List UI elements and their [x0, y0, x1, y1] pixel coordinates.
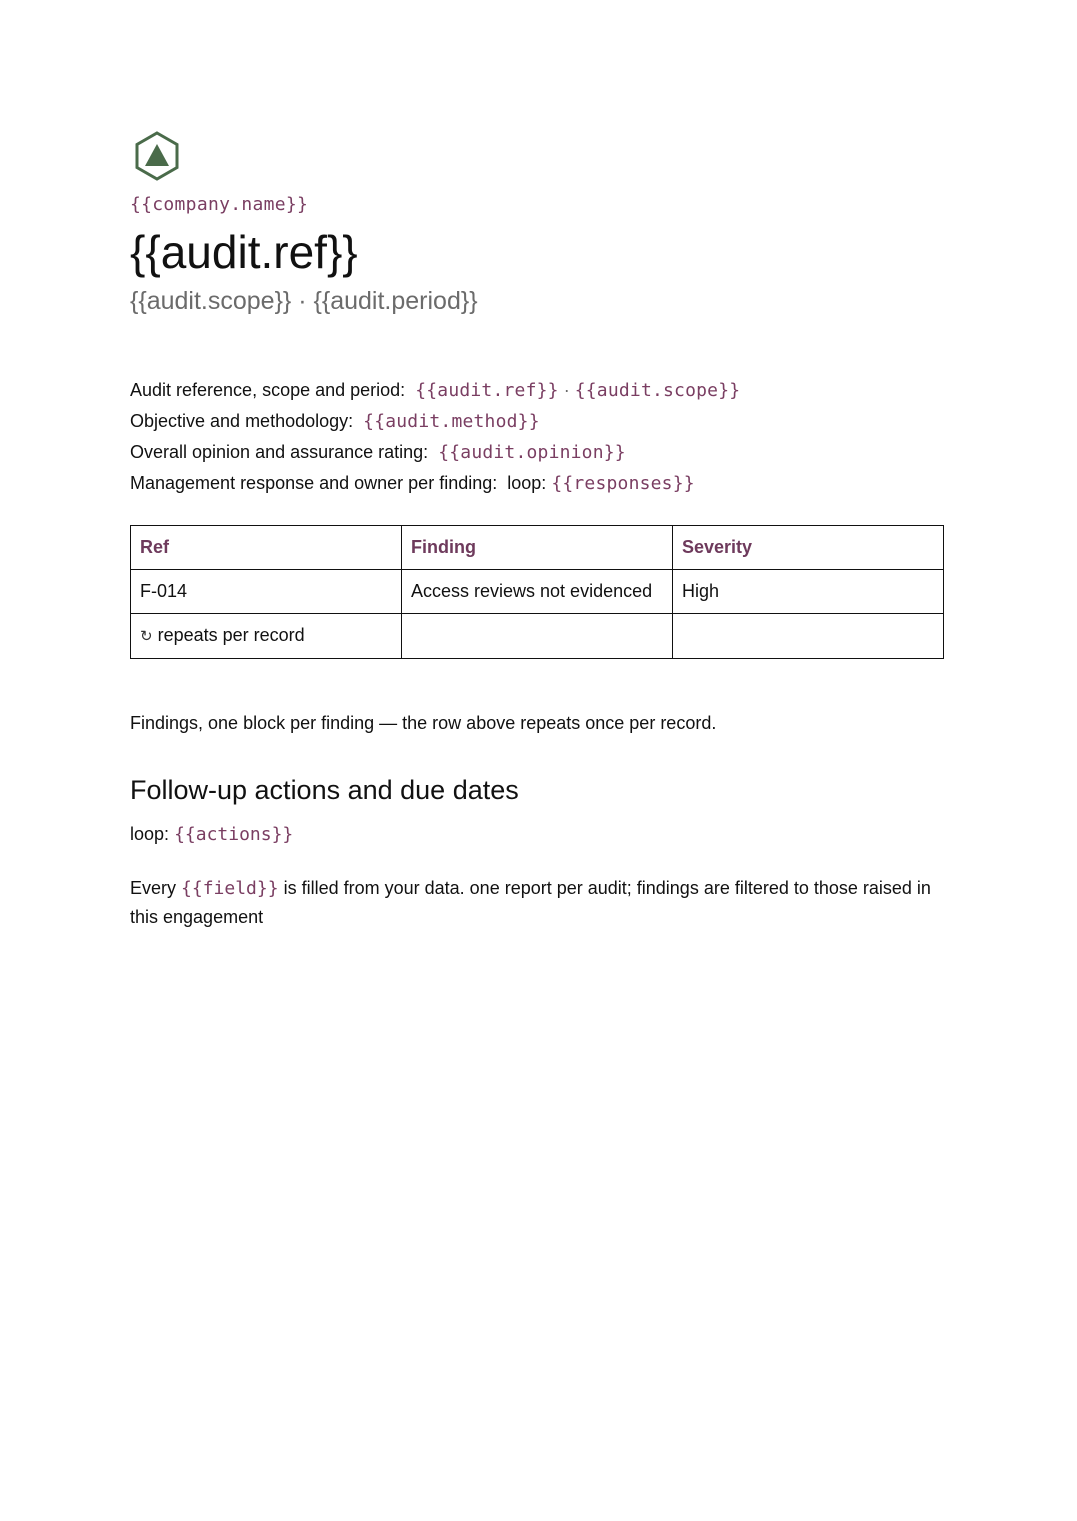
subtitle-separator: ·: [298, 287, 307, 315]
field-row-opinion: [130, 437, 945, 468]
field-label: Overall opinion and assurance rating:: [130, 442, 429, 462]
page-subtitle: [130, 285, 945, 317]
logo: [130, 130, 945, 187]
column-header-finding: Finding: [402, 526, 673, 570]
loop-label: loop:: [507, 473, 547, 493]
field-row-reference: [130, 375, 945, 406]
loop-label: loop:: [130, 824, 170, 844]
table-row: [131, 570, 944, 614]
refresh-icon: ↻: [140, 628, 153, 645]
loop-value: {{actions}}: [174, 824, 294, 845]
subtitle-scope: {{audit.scope}}: [130, 287, 292, 315]
cell-ref: F-014: [131, 570, 402, 614]
field-label: Management response and owner per finding:: [130, 473, 498, 493]
field-row-responses: [130, 468, 945, 499]
footer-note: [130, 874, 945, 931]
document-page: [130, 130, 945, 931]
empty-cell: [402, 614, 673, 659]
subtitle-period: {{audit.period}}: [313, 287, 478, 315]
hexagon-triangle-icon: [131, 130, 183, 182]
field-value: {{audit.scope}}: [574, 380, 741, 401]
field-value: {{responses}}: [551, 473, 695, 494]
column-header-severity: Severity: [673, 526, 944, 570]
column-header-ref: Ref: [131, 526, 402, 570]
field-separator: ·: [563, 380, 570, 400]
table-header-row: [131, 526, 944, 570]
table-repeat-row: [131, 614, 944, 659]
field-row-method: [130, 406, 945, 437]
cell-severity: High: [673, 570, 944, 614]
field-value: {{audit.opinion}}: [438, 442, 626, 463]
field-value: {{audit.ref}}: [415, 380, 559, 401]
footer-suffix: is filled from your data. one report per audit; findings are filtered to those raised in this engagement: [130, 878, 931, 927]
section-heading: Follow-up actions and due dates: [130, 775, 519, 805]
field-label: Objective and methodology:: [130, 411, 354, 431]
repeat-label: repeats per record: [157, 625, 305, 645]
actions-loop: [130, 821, 945, 848]
footer-prefix: Every: [130, 878, 177, 898]
company-name: {{company.name}}: [130, 194, 309, 215]
findings-table: [130, 525, 944, 659]
empty-cell: [673, 614, 944, 659]
field-label: Audit reference, scope and period:: [130, 380, 406, 400]
cell-finding: Access reviews not evidenced: [402, 570, 673, 614]
footer-field-token: {{field}}: [181, 878, 279, 899]
field-list: [130, 375, 945, 499]
repeat-marker: [131, 614, 402, 659]
table-note: Findings, one block per finding — the row above repeats once per record.: [130, 713, 717, 733]
page-title: {{audit.ref}}: [130, 226, 358, 278]
field-value: {{audit.method}}: [363, 411, 540, 432]
